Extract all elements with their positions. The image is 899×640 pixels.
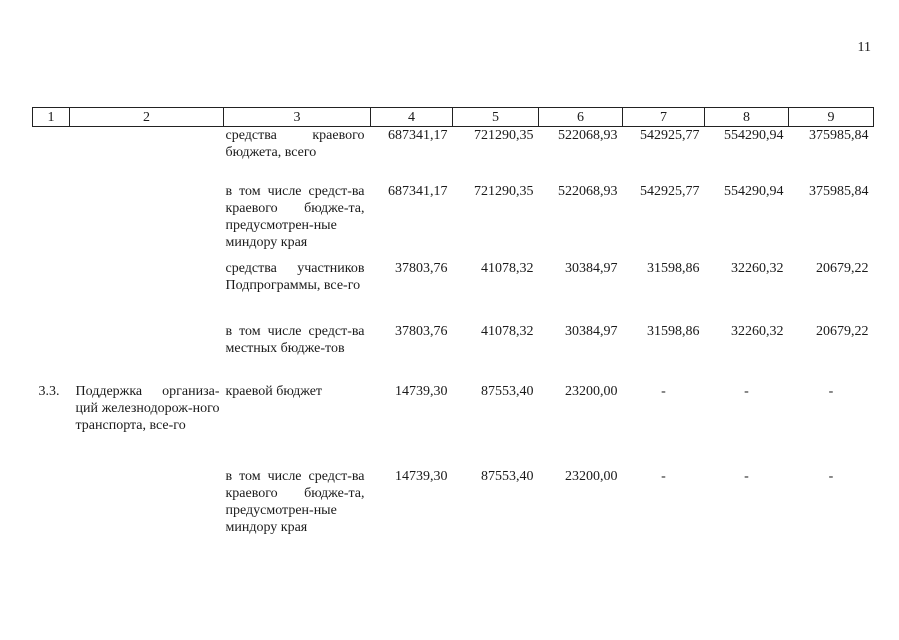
row-index — [33, 127, 70, 184]
value-col-5: 721290,35 — [474, 184, 534, 199]
value-col-4: 14739,30 — [395, 469, 448, 484]
budget-table — [32, 107, 874, 536]
table-row — [33, 468, 874, 536]
column-header-5: 5 — [453, 108, 539, 127]
funding-source: в том числе средст-ва местных бюдже-тов — [225, 324, 365, 356]
column-header-1: 1 — [33, 108, 70, 127]
column-header-9: 9 — [789, 108, 874, 127]
value-col-6: 30384,97 — [565, 261, 618, 276]
value-col-7: 542925,77 — [640, 128, 700, 143]
value-col-6: 23200,00 — [565, 384, 618, 399]
table-row — [33, 260, 874, 323]
row-name — [70, 468, 224, 536]
row-name — [70, 183, 224, 260]
funding-source: в том числе средст-ва краевого бюдже-та, предусмотрен-ные миндору края — [225, 469, 365, 535]
column-header-8: 8 — [705, 108, 789, 127]
value-col-9: 20679,22 — [816, 324, 869, 339]
funding-source: краевой бюджет — [225, 384, 323, 399]
value-col-8: - — [744, 384, 749, 399]
value-col-9: - — [828, 384, 834, 399]
value-col-8: 32260,32 — [731, 261, 784, 276]
column-header-2: 2 — [70, 108, 224, 127]
value-col-5: 41078,32 — [481, 324, 534, 339]
value-col-7: - — [661, 384, 666, 399]
value-col-6: 522068,93 — [558, 184, 618, 199]
header-row — [33, 108, 874, 127]
column-header-7: 7 — [623, 108, 705, 127]
value-col-4: 687341,17 — [388, 128, 448, 143]
table-row — [33, 323, 874, 383]
value-col-7: 31598,86 — [647, 261, 700, 276]
value-col-4: 37803,76 — [395, 324, 448, 339]
value-col-7: 542925,77 — [640, 184, 700, 199]
funding-source: средства краевого бюджета, всего — [225, 128, 365, 160]
value-col-5: 87553,40 — [481, 384, 534, 399]
value-col-9: 375985,84 — [809, 128, 869, 143]
table-header — [33, 108, 874, 127]
value-col-9: - — [828, 469, 834, 484]
row-index — [33, 323, 70, 383]
row-index — [33, 260, 70, 323]
row-index — [33, 468, 70, 536]
value-col-5: 87553,40 — [481, 469, 534, 484]
value-col-6: 23200,00 — [565, 469, 618, 484]
value-col-9: 375985,84 — [809, 184, 869, 199]
row-name: Поддержка организа-ций железнодорож-ного транспорта, все-го — [75, 384, 220, 433]
value-col-8: - — [744, 469, 749, 484]
row-name — [70, 323, 224, 383]
column-header-4: 4 — [371, 108, 453, 127]
value-col-7: - — [661, 469, 666, 484]
table-row — [33, 127, 874, 184]
column-header-6: 6 — [539, 108, 623, 127]
value-col-5: 721290,35 — [474, 128, 534, 143]
funding-source: в том числе средст-ва краевого бюдже-та, предусмотрен-ные миндору края — [225, 184, 365, 250]
row-name — [70, 260, 224, 323]
value-col-8: 554290,94 — [724, 184, 784, 199]
value-col-5: 41078,32 — [481, 261, 534, 276]
value-col-8: 554290,94 — [724, 128, 784, 143]
funding-source: средства участников Подпрограммы, все-го — [225, 261, 365, 293]
table-row — [33, 383, 874, 468]
value-col-4: 687341,17 — [388, 184, 448, 199]
row-name — [70, 127, 224, 184]
value-col-6: 30384,97 — [565, 324, 618, 339]
page-number: 11 — [857, 40, 871, 55]
table-body — [33, 127, 874, 537]
value-col-9: 20679,22 — [816, 261, 869, 276]
value-col-7: 31598,86 — [647, 324, 700, 339]
value-col-8: 32260,32 — [731, 324, 784, 339]
table-row — [33, 183, 874, 260]
row-index: 3.3. — [38, 384, 60, 399]
value-col-4: 37803,76 — [395, 261, 448, 276]
value-col-6: 522068,93 — [558, 128, 618, 143]
column-header-3: 3 — [224, 108, 371, 127]
row-index — [33, 183, 70, 260]
value-col-4: 14739,30 — [395, 384, 448, 399]
